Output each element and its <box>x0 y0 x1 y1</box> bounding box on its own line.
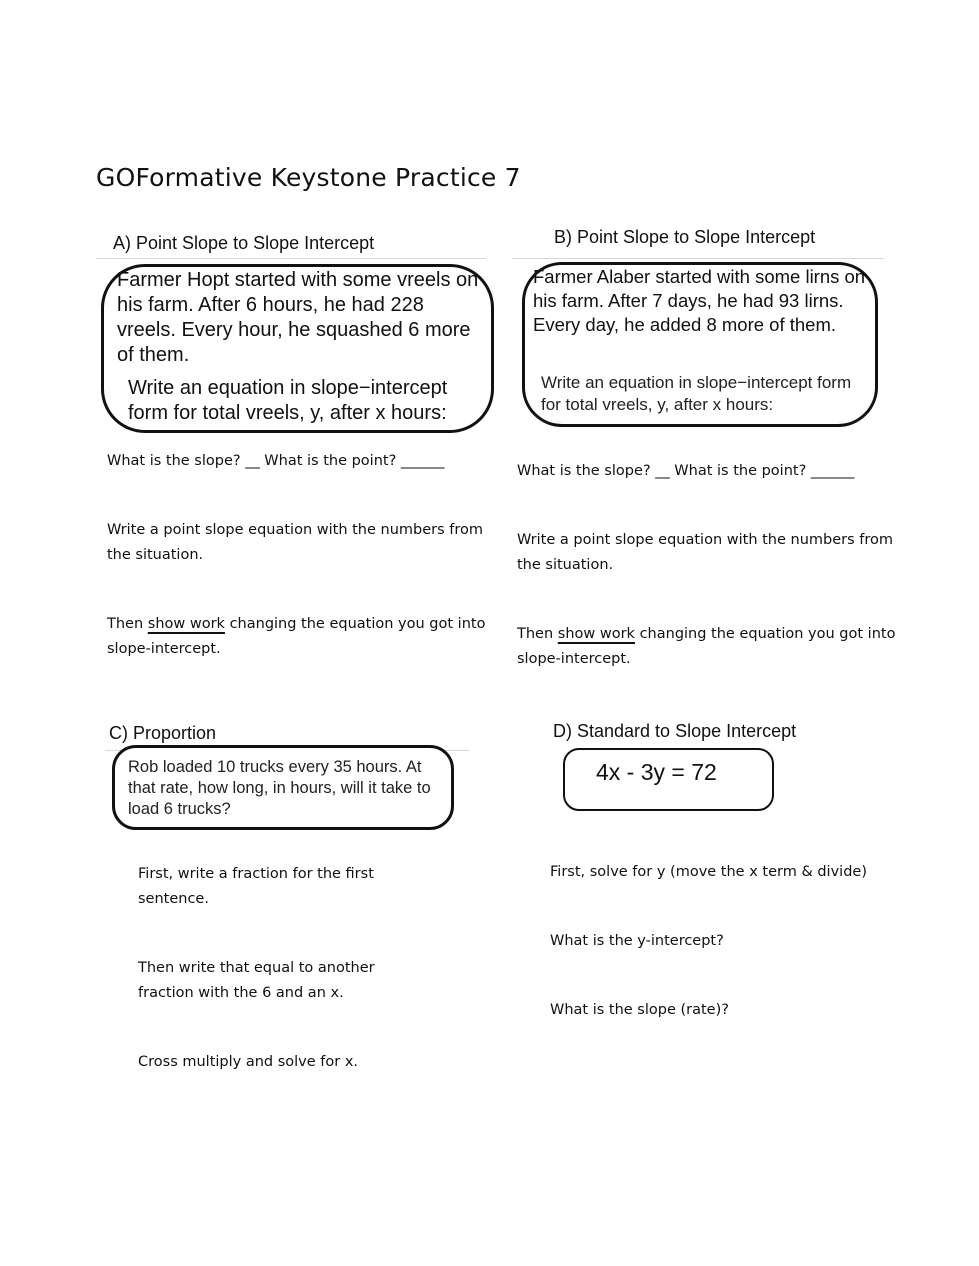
section-a-prompt: Write an equation in slope−intercept form for total vreels, y, after x hours: <box>128 377 448 424</box>
section-c-equal-fraction-question: Then write that equal to another fraction with the 6 and an x. <box>138 960 375 1001</box>
section-b-heading: B) Point Slope to Slope Intercept <box>554 227 816 247</box>
section-c-fraction-question: First, write a fraction for the first sentence. <box>138 866 374 907</box>
section-a-show-work-pre: Then <box>107 616 148 632</box>
section-a-show-work-post: changing the equation you got into slope-intercept. <box>107 616 486 657</box>
page-title: GOFormative Keystone Practice 7 <box>96 163 521 192</box>
section-c-cross-multiply-question: Cross multiply and solve for x. <box>138 1054 359 1070</box>
section-b-statement: Farmer Alaber started with some lirns on his farm. After 7 days, he had 93 lirns. Every day, he added 8 more of them. <box>533 266 866 335</box>
section-d-y-intercept-question: What is the y-intercept? <box>550 933 724 949</box>
section-c-statement: Rob loaded 10 trucks every 35 hours. At that rate, how long, in hours, will it take to load 6 trucks? <box>128 758 431 818</box>
section-b-show-work-post: changing the equation you got into slope-intercept. <box>517 626 896 667</box>
section-b-show-work-pre: Then <box>517 626 558 642</box>
section-d-solve-for-y-question: First, solve for y (move the x term & divide) <box>550 864 867 880</box>
section-c-heading: C) Proportion <box>109 723 217 743</box>
section-a-show-work-question <box>107 612 497 662</box>
section-a-statement: Farmer Hopt started with some vreels on his farm. After 6 hours, he had 228 vreels. Every hour, he squashed 6 more of them. <box>117 269 479 366</box>
section-b-show-work-question <box>517 622 907 672</box>
section-a-heading: A) Point Slope to Slope Intercept <box>113 233 375 253</box>
section-d-slope-question: What is the slope (rate)? <box>550 1002 729 1018</box>
section-b-point-slope-question: Write a point slope equation with the numbers from the situation. <box>517 532 894 573</box>
section-b-prompt: Write an equation in slope−intercept form for total vreels, y, after x hours: <box>541 373 852 414</box>
section-d-equation: 4x - 3y = 72 <box>596 759 717 785</box>
section-d-heading: D) Standard to Slope Intercept <box>553 721 797 741</box>
section-b-slope-point-question: What is the slope? __ What is the point? ______ <box>517 463 855 479</box>
section-a-point-slope-question: Write a point slope equation with the numbers from the situation. <box>107 522 484 563</box>
section-b-show-work-emphasis: show work <box>557 626 635 642</box>
section-a-rule <box>96 258 486 259</box>
section-b-rule <box>512 258 884 259</box>
section-a-slope-point-question: What is the slope? __ What is the point? ______ <box>107 453 445 469</box>
section-a-show-work-emphasis: show work <box>147 616 225 632</box>
